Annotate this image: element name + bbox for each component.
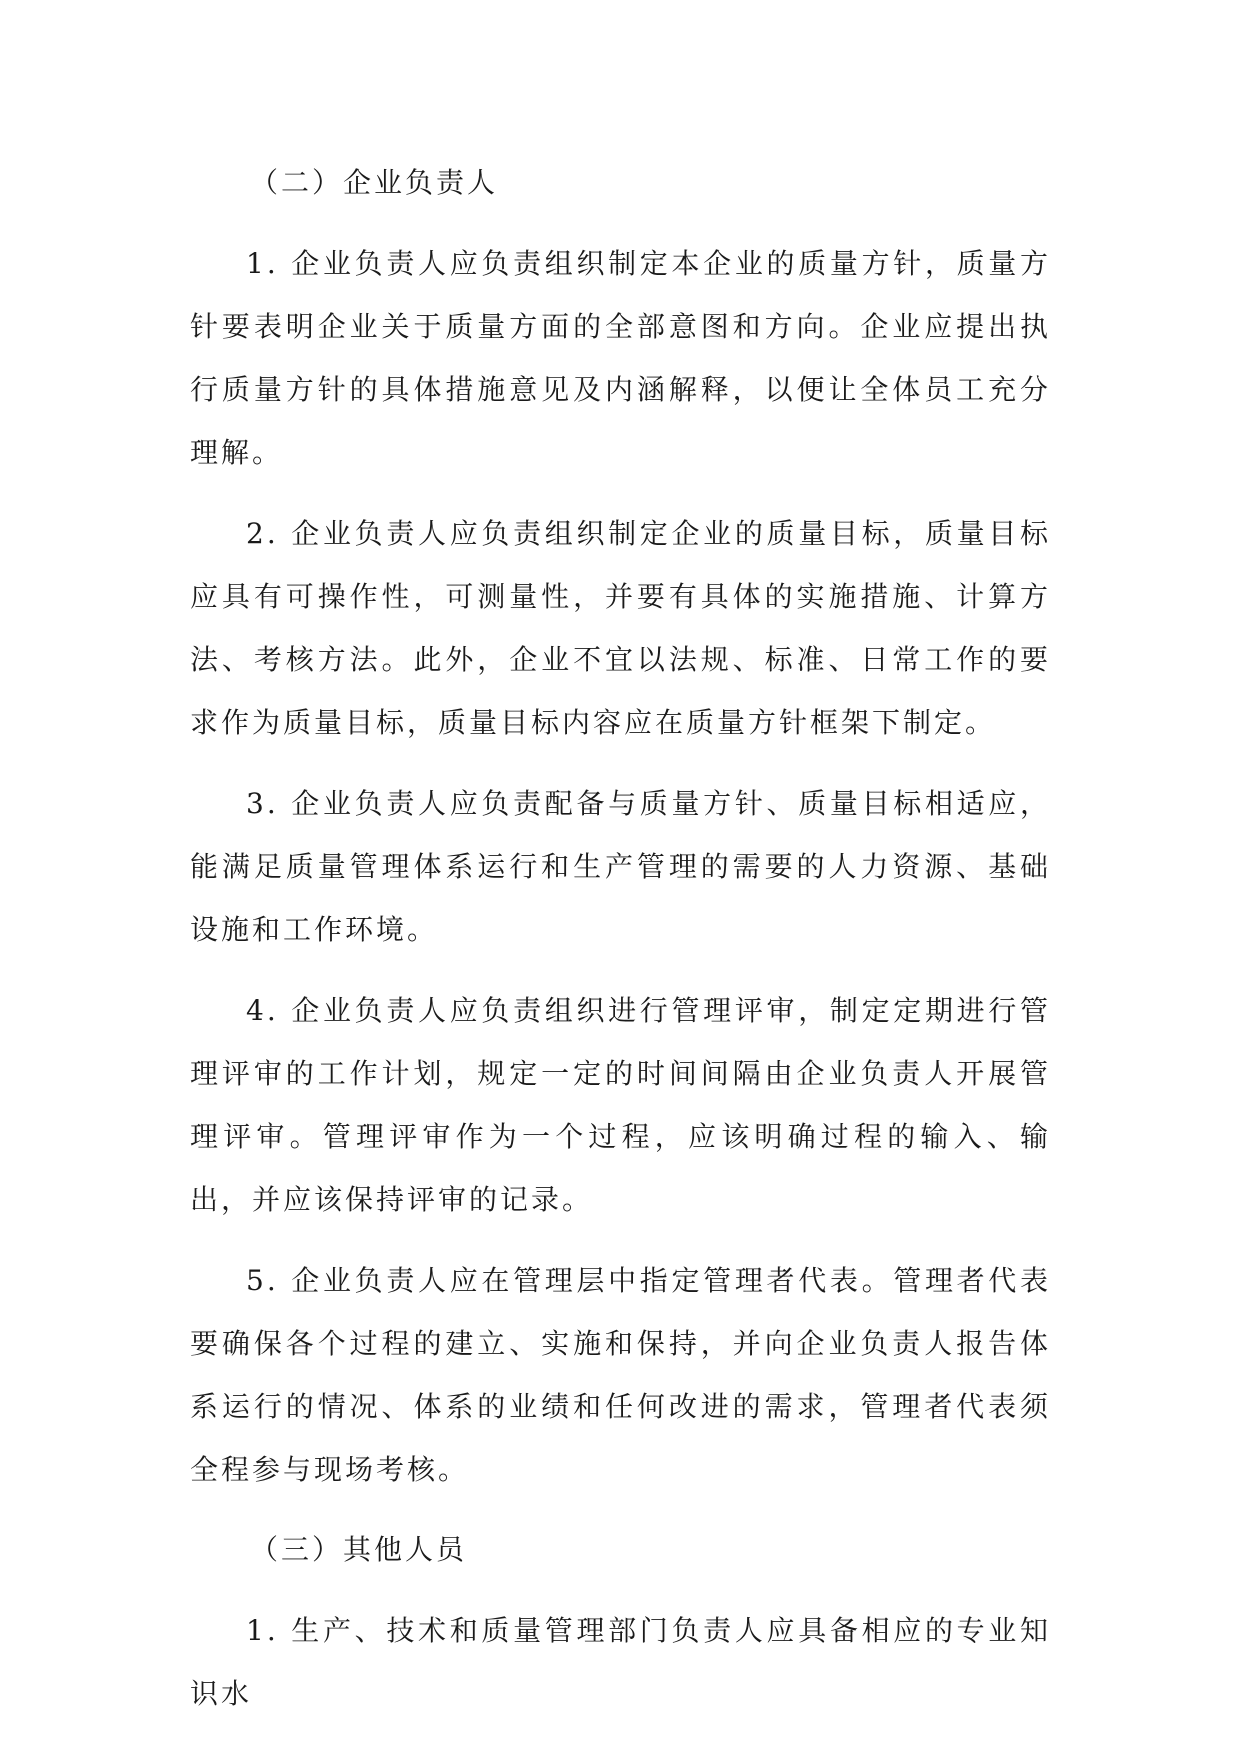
section-heading-other-personnel: （三）其他人员 xyxy=(250,1533,468,1566)
paragraph-quality-objectives: 2. 企业负责人应负责组织制定企业的质量目标，质量目标应具有可操作性，可测量性，并要有具体的实施措施、计算方法、考核方法。此外，企业不宜以法规、标准、日常工作的要求作为质量目标，质量目标内容应在质量方针框架下制定。 xyxy=(190,517,1051,739)
document-body xyxy=(190,152,1051,1725)
section-heading-enterprise-leader: （二）企业负责人 xyxy=(250,166,499,199)
paragraph-management-representative: 5. 企业负责人应在管理层中指定管理者代表。管理者代表要确保各个过程的建立、实施和保持，并向企业负责人报告体系运行的情况、体系的业绩和任何改进的需求，管理者代表须全程参与现场考核。 xyxy=(190,1264,1051,1486)
paragraph-resources: 3. 企业负责人应负责配备与质量方针、质量目标相适应，能满足质量管理体系运行和生产管理的需要的人力资源、基础设施和工作环境。 xyxy=(190,787,1051,946)
paragraph-management-review: 4. 企业负责人应负责组织进行管理评审，制定定期进行管理评审的工作计划，规定一定的时间间隔由企业负责人开展管理评审。管理评审作为一个过程，应该明确过程的输入、输出，并应该保持评审的记录。 xyxy=(190,994,1051,1216)
paragraph-department-heads: 1. 生产、技术和质量管理部门负责人应具备相应的专业知识水 xyxy=(190,1614,1051,1710)
paragraph-quality-policy: 1. 企业负责人应负责组织制定本企业的质量方针，质量方针要表明企业关于质量方面的全部意图和方向。企业应提出执行质量方针的具体措施意见及内涵解释，以便让全体员工充分理解。 xyxy=(190,247,1051,469)
